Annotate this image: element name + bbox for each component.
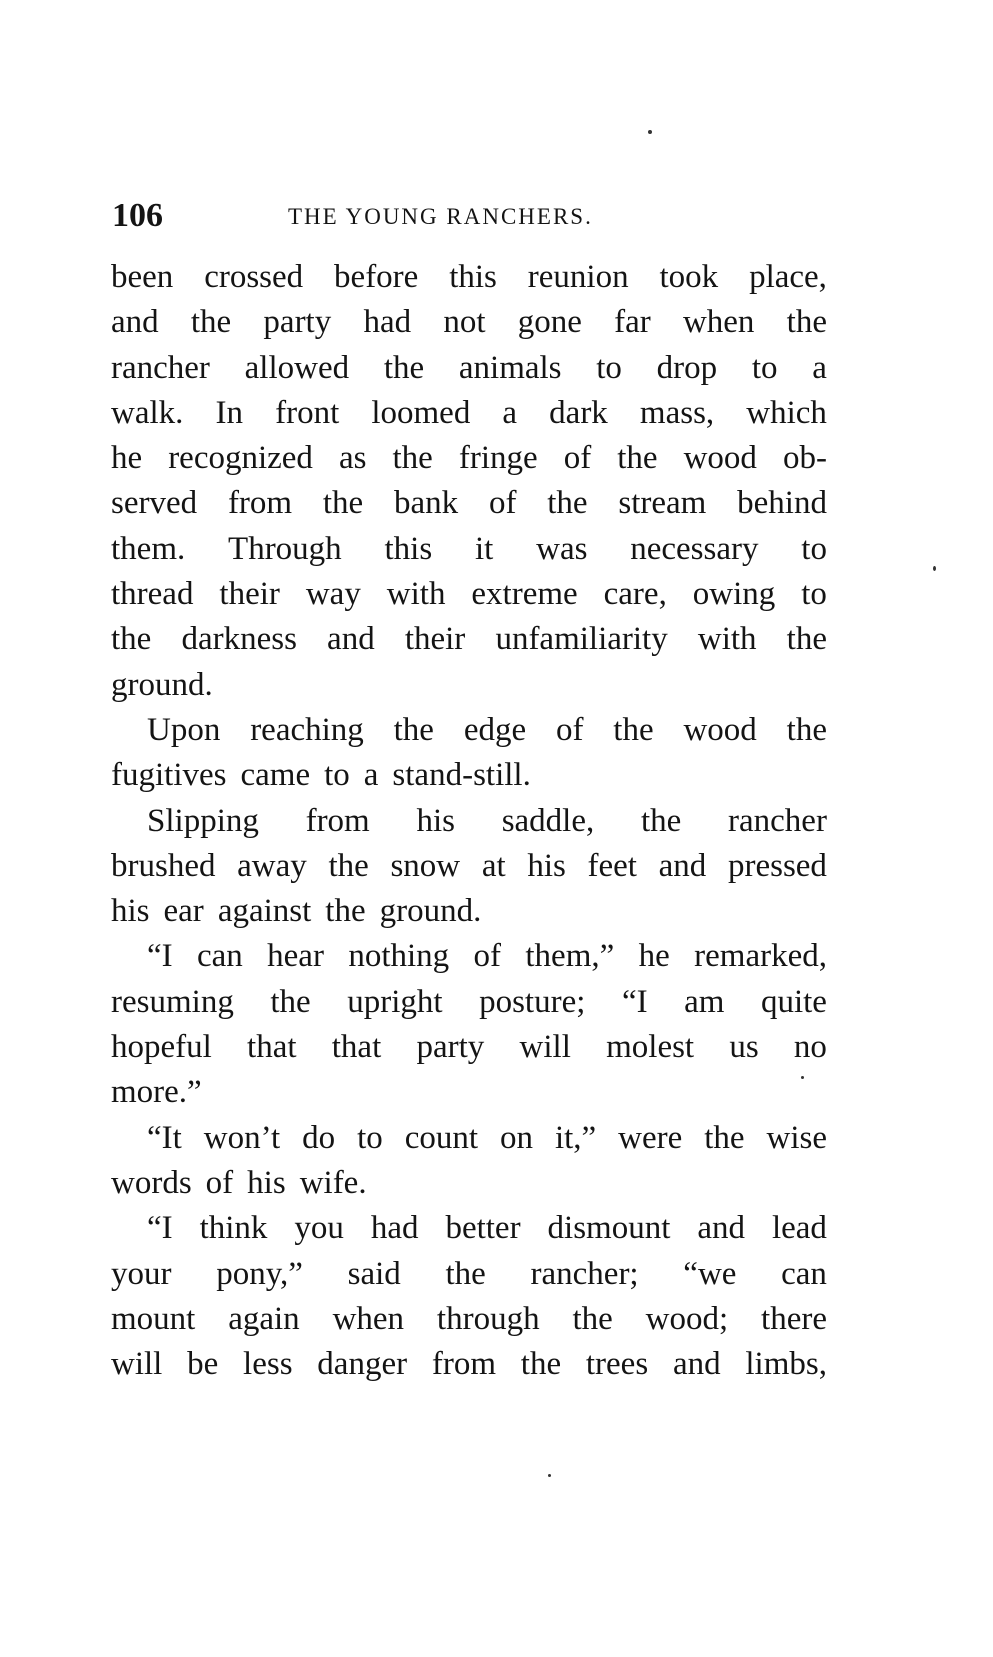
- word: the: [328, 847, 369, 884]
- word: away: [237, 847, 307, 884]
- word: not: [443, 304, 486, 341]
- word: that: [247, 1029, 297, 1066]
- word: the: [572, 1300, 613, 1337]
- word: thread: [111, 576, 194, 613]
- word: owing: [692, 576, 776, 613]
- word: wood: [683, 440, 757, 477]
- word: more.”: [111, 1074, 202, 1111]
- word: there: [761, 1300, 827, 1337]
- word: behind: [737, 485, 827, 522]
- word: less: [243, 1346, 293, 1383]
- word: stream: [618, 485, 707, 522]
- text-line: [111, 572, 827, 617]
- word: had: [363, 304, 412, 341]
- word: said: [347, 1255, 401, 1292]
- word: Slipping: [147, 802, 259, 839]
- word: walk.: [111, 394, 184, 431]
- word: through: [436, 1300, 540, 1337]
- text-line: [111, 1070, 827, 1115]
- word: the: [322, 485, 364, 522]
- word: allowed: [244, 349, 350, 386]
- word: lead: [771, 1210, 827, 1247]
- word: the: [520, 1346, 562, 1383]
- word: “It: [147, 1119, 182, 1156]
- word: the: [393, 711, 434, 748]
- word: remarked,: [694, 938, 827, 975]
- word: recognized: [168, 440, 313, 477]
- word: rancher: [111, 349, 210, 386]
- word: and: [327, 621, 375, 658]
- word: his: [247, 1164, 286, 1201]
- word: with: [386, 576, 446, 613]
- word: can: [197, 938, 243, 975]
- word: when: [682, 304, 755, 341]
- word: better: [445, 1210, 521, 1247]
- text-line: [111, 1025, 827, 1070]
- word: you: [294, 1210, 344, 1247]
- text-line: [111, 300, 827, 345]
- body-text: [111, 255, 827, 1387]
- word: had: [370, 1210, 419, 1247]
- word: saddle,: [501, 802, 595, 839]
- word: unfamiliarity: [495, 621, 668, 658]
- word: won’t: [203, 1119, 281, 1156]
- word: and: [697, 1210, 745, 1247]
- word: far: [614, 304, 651, 341]
- word: with: [697, 621, 757, 658]
- text-line: [111, 934, 827, 979]
- word: snow: [390, 847, 461, 884]
- word: ground.: [111, 666, 213, 703]
- word: words: [111, 1164, 192, 1201]
- word: it,”: [554, 1119, 597, 1156]
- word: of: [563, 440, 592, 477]
- word: the: [786, 621, 827, 658]
- word: danger: [317, 1346, 408, 1383]
- word: limbs,: [745, 1346, 827, 1383]
- word: their: [219, 576, 280, 613]
- word: them,”: [525, 938, 615, 975]
- text-line: [111, 1297, 827, 1342]
- word: against: [217, 893, 312, 930]
- word: his: [111, 893, 150, 930]
- word: upright: [347, 983, 443, 1020]
- word: dismount: [547, 1210, 671, 1247]
- word: ob-: [782, 440, 827, 477]
- word: rancher;: [530, 1255, 639, 1292]
- word: of: [555, 711, 584, 748]
- word: their: [404, 621, 466, 658]
- word: Upon: [147, 711, 221, 748]
- word: wood: [683, 711, 757, 748]
- word: been: [111, 259, 174, 295]
- text-line: [111, 1116, 827, 1161]
- print-speck: [548, 1474, 551, 1477]
- word: which: [746, 394, 827, 431]
- word: he: [638, 938, 670, 975]
- word: animals: [458, 349, 562, 386]
- word: to: [357, 1119, 383, 1156]
- word: this: [449, 259, 497, 295]
- word: to: [596, 349, 622, 386]
- word: were: [618, 1119, 683, 1156]
- word: edge: [463, 711, 527, 748]
- word: fringe: [458, 440, 538, 477]
- text-line: [111, 1161, 827, 1206]
- word: fugitives: [111, 757, 227, 794]
- word: mount: [111, 1300, 196, 1337]
- word: way: [305, 576, 361, 613]
- word: think: [199, 1210, 268, 1247]
- text-line: [111, 481, 827, 526]
- word: reaching: [250, 711, 364, 748]
- word: took: [659, 259, 719, 295]
- word: his: [527, 847, 566, 884]
- word: wood;: [645, 1300, 729, 1337]
- word: party: [263, 304, 332, 341]
- print-speck: [933, 566, 936, 571]
- word: the: [640, 802, 682, 839]
- print-speck: [801, 1076, 804, 1079]
- word: ground.: [379, 893, 482, 930]
- word: brushed: [111, 847, 216, 884]
- word: the: [445, 1255, 486, 1292]
- word: and: [111, 304, 159, 341]
- text-line: [111, 527, 827, 572]
- word: a: [502, 394, 518, 431]
- word: can: [781, 1255, 827, 1292]
- word: came: [240, 757, 311, 794]
- running-title: THE YOUNG RANCHERS.: [288, 204, 593, 229]
- page-header: [112, 196, 832, 236]
- word: to: [324, 757, 350, 794]
- word: place,: [749, 259, 827, 295]
- word: pressed: [727, 847, 827, 884]
- word: at: [481, 847, 506, 884]
- word: to: [801, 530, 827, 567]
- word: the: [613, 711, 654, 748]
- word: us: [729, 1029, 759, 1066]
- word: wise: [766, 1119, 827, 1156]
- word: his: [416, 802, 455, 839]
- word: loomed: [371, 394, 471, 431]
- text-line: [111, 436, 827, 481]
- word: party: [416, 1029, 485, 1066]
- word: trees: [585, 1346, 649, 1383]
- word: gone: [517, 304, 582, 341]
- word: hopeful: [111, 1029, 212, 1066]
- text-line: [111, 255, 827, 300]
- word: count: [404, 1119, 479, 1156]
- word: this: [384, 530, 433, 567]
- word: and: [672, 1346, 721, 1383]
- text-line: [111, 1252, 827, 1297]
- word: In: [215, 394, 243, 431]
- word: and: [658, 847, 707, 884]
- word: rancher: [728, 802, 827, 839]
- word: Through: [228, 530, 342, 567]
- page-number: 106: [112, 197, 163, 234]
- word: the: [111, 621, 152, 658]
- word: resuming: [111, 983, 234, 1020]
- word: no: [793, 1029, 827, 1066]
- word: dark: [549, 394, 608, 431]
- word: “I: [147, 1210, 173, 1247]
- word: bank: [394, 485, 459, 522]
- word: of: [205, 1164, 234, 1201]
- word: the: [786, 711, 827, 748]
- word: as: [338, 440, 367, 477]
- word: from: [431, 1346, 497, 1383]
- word: front: [275, 394, 340, 431]
- word: the: [190, 304, 232, 341]
- word: will: [111, 1346, 163, 1383]
- word: to: [751, 349, 778, 386]
- word: he: [111, 440, 143, 477]
- text-line: [111, 753, 827, 798]
- word: the: [704, 1119, 745, 1156]
- text-line: [111, 391, 827, 436]
- word: wife.: [299, 1164, 367, 1201]
- word: served: [111, 485, 198, 522]
- word: that: [331, 1029, 382, 1066]
- word: of: [488, 485, 517, 522]
- text-line: [111, 1206, 827, 1251]
- word: necessary: [630, 530, 759, 567]
- word: the: [617, 440, 658, 477]
- word: to: [801, 576, 827, 613]
- word: ear: [163, 893, 204, 930]
- word: reunion: [527, 259, 629, 295]
- word: molest: [606, 1029, 695, 1066]
- text-line: [111, 708, 827, 753]
- text-line: [111, 1342, 827, 1387]
- word: stand-still.: [392, 757, 531, 794]
- word: from: [305, 802, 370, 839]
- word: nothing: [348, 938, 450, 975]
- word: extreme: [471, 576, 578, 613]
- word: the: [325, 893, 366, 930]
- word: drop: [656, 349, 718, 386]
- word: be: [187, 1346, 219, 1383]
- word: when: [332, 1300, 405, 1337]
- print-speck: [648, 130, 652, 134]
- word: “I: [147, 938, 173, 975]
- word: crossed: [204, 259, 304, 295]
- text-line: [111, 844, 827, 889]
- word: the: [547, 485, 588, 522]
- text-line: [111, 617, 827, 662]
- word: will: [519, 1029, 571, 1066]
- text-line: [111, 889, 827, 934]
- text-line: [111, 346, 827, 391]
- word: a: [812, 349, 827, 386]
- word: feet: [587, 847, 637, 884]
- word: am: [684, 983, 725, 1020]
- word: care,: [603, 576, 667, 613]
- word: a: [363, 757, 379, 794]
- word: of: [473, 938, 502, 975]
- word: mass,: [639, 394, 715, 431]
- text-line: [111, 663, 827, 708]
- word: the: [383, 349, 425, 386]
- word: “I: [621, 983, 648, 1020]
- word: “we: [683, 1255, 737, 1292]
- word: posture;: [479, 983, 586, 1020]
- word: on: [499, 1119, 533, 1156]
- word: the: [270, 983, 311, 1020]
- word: from: [227, 485, 293, 522]
- word: it: [474, 530, 494, 567]
- text-line: [111, 980, 827, 1025]
- word: again: [228, 1300, 300, 1337]
- word: your: [111, 1255, 172, 1292]
- text-line: [111, 799, 827, 844]
- word: quite: [760, 983, 827, 1020]
- word: the: [392, 440, 433, 477]
- word: darkness: [181, 621, 297, 658]
- word: do: [302, 1119, 336, 1156]
- word: hear: [267, 938, 324, 975]
- word: the: [786, 304, 827, 341]
- word: pony,”: [216, 1255, 303, 1292]
- word: before: [334, 259, 419, 295]
- word: them.: [111, 530, 186, 567]
- word: was: [536, 530, 588, 567]
